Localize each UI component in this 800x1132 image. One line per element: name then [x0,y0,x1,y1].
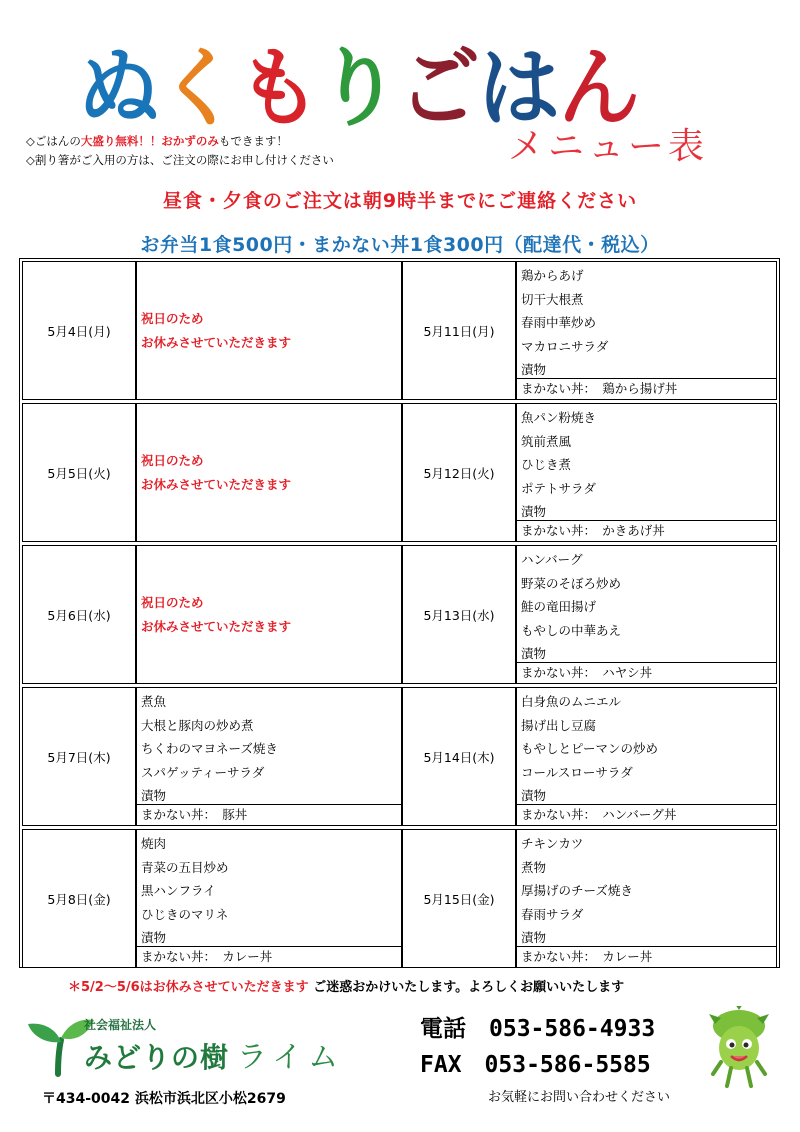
menu-cell [136,687,402,826]
date-cell: 5月7日(木) [22,687,136,826]
dish-item: 筑前煮風 [521,433,572,449]
dish-list [137,688,401,808]
closed-line: お休みさせていただきます [141,334,292,350]
order-deadline-notice: 昼食・夕食のご注文は朝9時半までにご連絡ください [162,190,638,212]
date-cell: 5月12日(火) [402,403,516,542]
dish-item: コールスローサラダ [521,764,633,780]
dish-item: 切干大根煮 [521,291,584,307]
menu-cell [516,687,777,826]
date-cell: 5月5日(火) [22,403,136,542]
phone-number: 電話 053-586-4933 [420,1016,656,1042]
dish-item: 野菜のそぼろ炒め [521,575,622,591]
dish-list [137,830,401,950]
makanai-don: まかない丼： ハンバーグ丼 [517,804,776,825]
dish-item: マカロニサラダ [521,338,609,354]
dish-item: もやしとピーマンの炒め [521,741,659,756]
date-cell: 5月4日(月) [22,261,136,400]
title-char: ぬ [78,38,159,139]
corp-type: 社会福祉法人 [84,1018,157,1032]
dish-item: 青菜の五目炒め [141,859,229,875]
dish-item: 白身魚のムニエル [521,694,622,709]
date-cell: 5月15日(金) [402,829,516,968]
closure-note: ＊5/2～5/6はお休みさせていただきます ご迷惑おかけいたします。よろしくお願いいたします [68,980,625,995]
dish-item: 煮魚 [141,694,167,709]
makanai-don: まかない丼： ハヤシ丼 [517,662,776,683]
dish-item: 焼肉 [141,836,167,851]
dish-item: 大根と豚肉の炒め煮 [141,717,254,733]
closed-line: 祝日のため [141,453,204,468]
dish-item: ちくわのマヨネーズ焼き [141,741,278,756]
dish-item: チキンカツ [521,836,584,851]
dish-item: 漬物 [521,646,547,661]
brand-name: みどりの樹 ライム [84,1040,345,1075]
title-char: は [478,38,559,139]
menu-cell [516,261,777,400]
subtitle: メニュー表 [508,126,709,167]
dish-item: 漬物 [521,504,547,519]
dish-item: 鮭の竜田揚げ [521,599,597,614]
title-char: ご [398,38,479,139]
notes [26,132,334,170]
closed-message [137,546,401,683]
menu-cell [136,545,402,684]
dish-item: スパゲッティーサラダ [141,764,265,780]
dish-item: 春雨サラダ [521,906,584,922]
closed-line: 祝日のため [141,311,204,326]
dish-item: 漬物 [521,788,547,803]
title-char: く [158,38,239,139]
dish-list [517,830,776,950]
dish-item: 黒ハンフライ [141,883,216,898]
menu-cell [136,403,402,542]
dish-item: もやしの中華あえ [521,622,622,638]
dish-item: 漬物 [521,362,547,377]
date-cell: 5月11日(月) [402,261,516,400]
mascot-icon [705,1006,773,1088]
closed-message [137,262,401,399]
closed-message [137,404,401,541]
dish-list [517,688,776,808]
menu-table [19,258,780,968]
dish-item: ポテトサラダ [521,480,596,496]
menu-cell [136,829,402,968]
dish-item: 揚げ出し豆腐 [521,717,597,733]
makanai-don: まかない丼： カレー丼 [137,946,401,967]
date-cell: 5月6日(水) [22,545,136,684]
inquiry-note: お気軽にお問い合わせください [488,1090,671,1105]
menu-cell [516,545,777,684]
dish-list [517,404,776,524]
title-char: ん [558,38,639,139]
dish-list [517,546,776,666]
logo-title [78,18,639,139]
menu-cell [516,829,777,968]
date-cell: 5月13日(水) [402,545,516,684]
dish-item: 煮物 [521,859,547,875]
note-chopsticks: ◇割り箸がご入用の方は、ご注文の際にお申し付けください [26,153,334,167]
dish-item: ひじき煮 [521,457,572,472]
makanai-don: まかない丼： 鶏から揚げ丼 [517,378,776,399]
note-rice: ◇ごはんの大盛り無料！！おかずのみもできます！ [26,134,288,148]
price-info: お弁当1食500円・まかない丼1食300円（配達代・税込） [140,234,660,256]
dish-item: 漬物 [141,930,167,945]
dish-item: 厚揚げのチーズ焼き [521,883,633,898]
dish-item: 漬物 [521,930,547,945]
dish-item: 漬物 [141,788,167,803]
date-cell: 5月8日(金) [22,829,136,968]
address: 〒434-0042 浜松市浜北区小松2679 [42,1091,286,1107]
makanai-don: まかない丼： 豚丼 [137,804,401,825]
title-char: も [238,38,319,139]
makanai-don: まかない丼： カレー丼 [517,946,776,967]
dish-item: 春雨中華炒め [521,315,597,330]
date-cell: 5月14日(木) [402,687,516,826]
dish-list [517,262,776,382]
dish-item: 魚パン粉焼き [521,410,597,425]
dish-item: 鶏からあげ [521,268,584,283]
fax-number: FAX 053-586-5585 [420,1052,651,1078]
closed-line: 祝日のため [141,595,204,610]
dish-item: ハンバーグ [521,552,583,567]
menu-cell [516,403,777,542]
dish-item: ひじきのマリネ [141,906,229,922]
closed-line: お休みさせていただきます [141,476,292,492]
menu-cell [136,261,402,400]
title-char: り [318,38,399,139]
makanai-don: まかない丼： かきあげ丼 [517,520,776,541]
closed-line: お休みさせていただきます [141,618,292,634]
